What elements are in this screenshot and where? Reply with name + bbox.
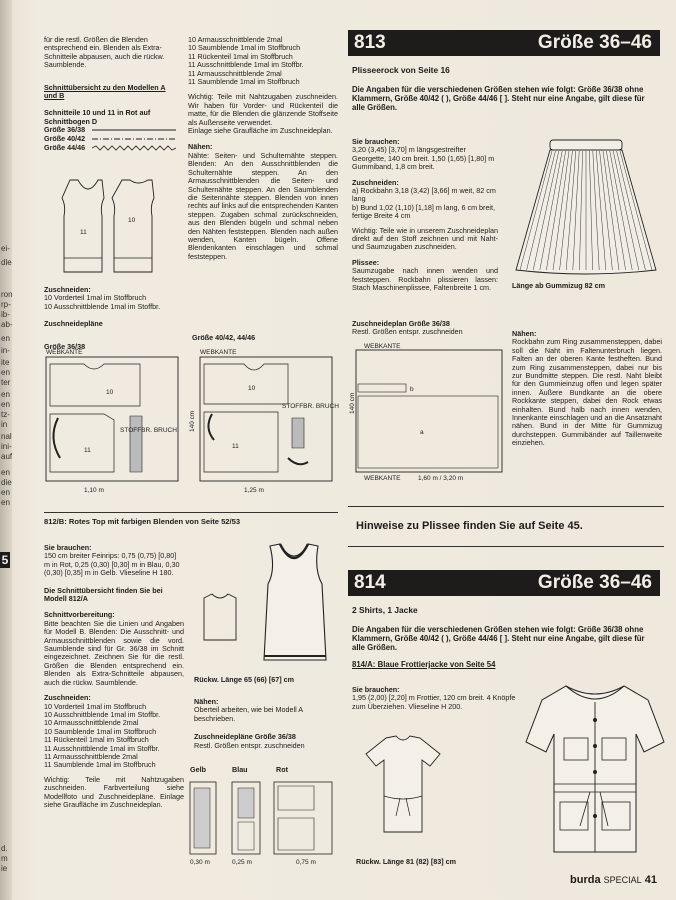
- intro-text: für die restl. Größen die Blenden entsprechend ein. Blenden als Extra-Schnitteile abpausen, auch die rückw. Saumblende.: [44, 35, 165, 70]
- m813-need-text: 3,20 (3,45) [3,70] m längsgestreifter Georgette, 140 cm breit. 1,50 (1,65) [1,80] m Gummiband, 1,8 cm breit.: [352, 145, 495, 172]
- mid-sewing-heading: Nähen:: [188, 142, 213, 152]
- size-line-legend: [92, 126, 178, 154]
- header-813-size: Größe 36–46: [537, 32, 652, 53]
- edge-fragment: in-: [1, 346, 10, 355]
- 812b-cut-5: 11 Rückenteil 1mal im Stoffbruch: [44, 735, 149, 745]
- m813-webkante-bottom: WEBKANTE: [364, 475, 401, 482]
- edge-fragment: ter: [1, 378, 11, 387]
- m813-plan-sub: Restl. Größen entspr. zuschneiden: [352, 327, 463, 337]
- m813-left: [352, 138, 498, 293]
- plan1-stoffbruch: STOFFBR. BRUCH: [120, 427, 177, 434]
- edge-fragment: en: [1, 498, 10, 507]
- m814-sub-title: 814/A: Blaue Frottierjacke von Seite 54: [352, 660, 496, 669]
- 812b-overview: Die Schnittübersicht finden Sie bei Modell 812/A: [44, 585, 163, 604]
- 812b-sew-block: [194, 698, 340, 750]
- plan2-webkante-label: WEBKANTE: [200, 349, 237, 356]
- edge-fragment: en: [1, 334, 10, 343]
- mid-list-1: 10 Armausschnittblende 2mal: [188, 35, 283, 44]
- edge-fragment: dle: [1, 258, 12, 267]
- color-cutting-plans: [188, 776, 338, 876]
- edge-fragment: in: [1, 420, 8, 429]
- m814-intro: [352, 606, 658, 669]
- size-legend: [44, 126, 178, 156]
- plan1-webkante-label: WEBKANTE: [46, 349, 83, 356]
- color-gelb: Gelb: [190, 765, 206, 774]
- header-813: [348, 30, 660, 56]
- edge-fragment: nal: [1, 432, 12, 441]
- plan-blau-width: 0,25 m: [232, 859, 252, 866]
- plan-rot-width: 0,75 m: [296, 859, 316, 866]
- plans-heading: Zuschneidepläne: [44, 319, 103, 329]
- plan2-height: 140 cm: [189, 410, 196, 432]
- mid-important: Wichtig: Teile mit Nahtzugaben zuschneiden. Wir haben für Vorder- und Rückenteil die matte, für die Blenden die glänzende Stoffseite als Außenseite verwendet.: [188, 92, 338, 127]
- edge-fragment: en: [1, 368, 10, 377]
- m813-plan-height: 140 cm: [349, 392, 356, 414]
- size-40-42: Größe 40/42: [44, 134, 86, 144]
- mid-list-3: 11 Rückenteil 1mal im Stoffbruch: [188, 51, 293, 61]
- footer-brand: burda: [570, 874, 601, 886]
- mid-list-6: 11 Saumblende 1mal im Stoffbruch: [188, 77, 300, 87]
- edge-fragment: d.: [1, 844, 8, 853]
- cutting-heading: Zuschneiden:: [44, 285, 91, 294]
- edge-fragment: en: [1, 468, 10, 477]
- color-blau: Blau: [232, 765, 248, 774]
- section-812b-title: 812/B: Rotes Top mit farbigen Blenden von Seite 52/53: [44, 517, 241, 526]
- 812b-prep-text: Bitte beachten Sie die Linien und Angaben für Modell B. Blenden: Die Ausschnitt- und Armausschnittblenden sowie die vord. Saumblende sind für Gr. 36/38 im Schnitt eingezeichnet. Zeichnen Sie für die restl. Größen die Blenden entsprechend ein. Blenden als Extra-Schnitteile abpausen, auch die rückw. Saumblende.: [44, 618, 184, 687]
- m813-pleat-text: Saumzugabe nach innen wenden und feststeppen. Rockbahn plissieren lassen: Stach Maschinenplissee, Faltenbreite 1 cm.: [352, 266, 498, 293]
- edge-marker: 5: [1, 553, 9, 567]
- middle-top-column: [188, 36, 338, 261]
- divider-814: [348, 546, 664, 547]
- footer-special: SPECIAL: [603, 875, 642, 885]
- edge-fragment: die: [1, 478, 12, 487]
- 812b-sew-text: Oberteil arbeiten, wie bei Modell A beschrieben.: [194, 705, 303, 723]
- jacket-sketch: [520, 676, 670, 866]
- 812b-important: Wichtig: Teile mit Nahtzugaben zuschneiden. Farbverteilung siehe Modellfoto und Zuschneidepläne. Einlage siehe Graufläche im Zuschneideplan.: [44, 774, 184, 809]
- cutting-line-1: 10 Vorderteil 1mal im Stoffbruch: [44, 293, 147, 303]
- m813-cutting-plan: [350, 340, 506, 482]
- 812b-cut-4: 10 Saumblende 1mal im Stoffbruch: [44, 726, 157, 736]
- m813-plan-width: 1,60 m / 3,20 m: [418, 475, 464, 482]
- 812b-cut-8: 11 Saumblende 1mal im Stoffbruch: [44, 760, 156, 770]
- header-814-number: 814: [354, 572, 386, 593]
- svg-text:a: a: [420, 429, 424, 436]
- cutting-line-2: 10 Ausschnittblende 1mal im Stoffbr.: [44, 301, 161, 311]
- plan2-piece-11: 11: [232, 443, 239, 450]
- section-812b-left: [44, 544, 184, 809]
- mid-list-5: 11 Armausschnittblende 2mal: [188, 68, 282, 78]
- previous-page-edge: [0, 0, 20, 900]
- edge-fragment: ib-: [1, 310, 10, 319]
- shirt-sketch: [356, 732, 450, 856]
- edge-fragment: ie: [1, 864, 8, 873]
- 812b-sew-heading: Nähen:: [194, 697, 219, 706]
- pleat-hint: Hinweise zu Plissee finden Sie auf Seite 45.: [356, 520, 583, 532]
- m814-title: 2 Shirts, 1 Jacke: [352, 605, 418, 615]
- plan2-width: 1,25 m: [244, 487, 264, 494]
- plan-1-title: Größe 36/38: [44, 341, 86, 351]
- header-814: [348, 570, 660, 596]
- edge-fragment: ei-: [1, 244, 10, 253]
- m813-important: Wichtig: Teile wie in unserem Zuschneideplan direkt auf den Stoff zeichnen und mit Naht- und Saumzugaben zuschneiden.: [352, 225, 498, 252]
- plan2-piece-10: 10: [248, 385, 256, 392]
- piece-10-label: 10: [128, 217, 136, 224]
- 812b-plans-heading: Zuschneidepläne Größe 36/38: [194, 732, 296, 742]
- m814-sizes-note: Die Angaben für die verschiedenen Größen stehen wie folgt: Größe 36/38 ohne Klammern, Größe 40/42 ( ), Größe 44/46 [ ]. Steht nur eine Angabe, gilt diese für alle Größen.: [352, 625, 645, 652]
- m813-sew-heading: Nähen:: [512, 329, 537, 338]
- edge-fragment: en: [1, 400, 10, 409]
- 812b-cut-1: 10 Vorderteil 1mal im Stoffbruch: [44, 701, 147, 711]
- cutting-plan-40-46: [188, 348, 338, 496]
- piece-11-label: 11: [80, 229, 87, 236]
- left-cutting: [44, 286, 184, 351]
- size-44-46: Größe 44/46: [44, 143, 86, 153]
- plan2-stoffbruch: STOFFBR. BRUCH: [282, 403, 339, 410]
- edge-fragment: ron: [1, 290, 13, 299]
- parts-heading: Schnitteile 10 und 11 in Rot auf Schnittbogen D: [44, 108, 151, 126]
- mid-sewing-text: Nähte: Seiten- und Schulternähte steppen. Blenden: An den Ausschnittblenden die Schulternähte steppen. An den Armausschnittblenden die Seiten- und Schulternähte steppen. An den Saumblenden die Seitennähte steppen. Blenden von innen rechts auf links auf die entsprechenden Kanten steppen. Zugaben schmal zurückschneiden, aus den Blenden bügeln und schmal neben den Nähten feststeppen. Blenden nach außen wenden, Kanten bügeln. Offene Blendenkanten einschlagen und schmal feststeppen.: [188, 150, 338, 261]
- mid-list-2: 10 Saumblende 1mal im Stoffbruch: [188, 43, 301, 53]
- edge-fragment: m: [1, 854, 8, 863]
- 812b-plans-sub: Restl. Größen entspr. zuschneiden: [194, 740, 305, 750]
- page-footer: [570, 874, 657, 886]
- edge-fragment: ab-: [1, 320, 13, 329]
- 812b-cut-3: 10 Armausschnittblende 2mal: [44, 718, 139, 728]
- 812b-back-length: Rückw. Länge 65 (66) [67] cm: [194, 675, 294, 684]
- m813-plan-title-block: [352, 320, 512, 337]
- m814-back-length: Rückw. Länge 81 (82) [83] cm: [356, 857, 456, 866]
- edge-fragment: tz-: [1, 410, 10, 419]
- m813-cut-b: b) Bund 1,02 (1,10) [1,18] m lang, 6 cm breit, fertige Breite 4 cm: [352, 202, 496, 221]
- pattern-overview-sketch: [56, 172, 166, 284]
- plan-2-title: Größe 40/42, 44/46: [192, 333, 256, 342]
- plan1-piece-11: 11: [84, 447, 91, 454]
- top-sketch: [194, 540, 340, 668]
- 812b-cut-7: 11 Armausschnittblende 2mal: [44, 751, 138, 761]
- overview-heading: Schnittübersicht zu den Modellen A und B: [44, 82, 166, 101]
- 812b-prep-heading: Schnittvorbereitung:: [44, 610, 115, 620]
- m813-sizes-note: Die Angaben für die verschiedenen Größen stehen wie folgt: Größe 36/38 ohne Klammern, Größe 40/42 ( ), Größe 44/46 [ ]. Steht nur eine Angabe, gilt diese für alle Größen.: [352, 85, 645, 112]
- edge-fragment: rp-: [1, 300, 11, 309]
- m814-need-text: 1,95 (2,00) [2,20] m Frottier, 120 cm breit. 4 Knöpfe zum Überziehen. Vlieseline H 200.: [352, 693, 516, 711]
- m813-cut-a: a) Rockbahn 3,18 (3,42) [3,66] m weit, 82 cm lang: [352, 186, 496, 204]
- left-column: [44, 36, 178, 156]
- cutting-plan-36-38: [44, 348, 184, 496]
- m814-need-heading: Sie brauchen:: [352, 685, 400, 694]
- divider-812b: [44, 512, 338, 513]
- divider-hint: [348, 506, 664, 507]
- plan-gelb-width: 0,30 m: [190, 859, 210, 866]
- m813-need-heading: Sie brauchen:: [352, 137, 400, 146]
- footer-page-number: 41: [644, 874, 657, 886]
- m813-length: Länge ab Gummizug 82 cm: [512, 281, 606, 290]
- edge-fragment: en: [1, 488, 10, 497]
- m813-pleat-heading: Plissee:: [352, 257, 380, 267]
- m813-webkante-top: WEBKANTE: [364, 343, 401, 350]
- 812b-cut-6: 11 Ausschnittblende 1mal im Stoffbr.: [44, 743, 160, 753]
- header-813-number: 813: [354, 32, 386, 53]
- 812b-cut-heading: Zuschneiden:: [44, 693, 91, 703]
- m813-cut-heading: Zuschneiden:: [352, 177, 399, 187]
- edge-fragment: auf: [1, 452, 13, 461]
- m814-need: [352, 686, 518, 711]
- edge-fragment: ini-: [1, 442, 12, 451]
- header-814-size: Größe 36–46: [537, 572, 652, 593]
- m813-sew-text: Rockbahn zum Ring zusammensteppen, dabei soll die Naht im Faltenunterbruch liegen. Falten an der oberen Kante festheften. Bund zum Ring zusammensteppen, dabei nur bis zur Bundmitte steppen. Die restl. Naht bleibt für den Gummieinzug offen und legen später innen. Äußere Bundkante an die obere Rockkante steppen, dabei den Rock etwas einhalten. Bund halb nach innen wenden, Innenkante einschlagen und an die Ansatznaht nähen. Bund in der Mitte für Gummizug durchsteppen. Gummibänder auf Taillenweite einziehen.: [512, 337, 662, 448]
- 812b-need-text: 150 cm breiter Feinrips: 0,75 (0,75) [0,80] m in Rot, 0,25 (0,30) [0,30] m in Blau, 0,30 (0,30) [0,35] m in Gelb. Vlieseline H 180.: [44, 551, 180, 578]
- m813-plan-title: Zuschneideplan Größe 36/38: [352, 319, 450, 328]
- plan1-width: 1,10 m: [84, 487, 104, 494]
- m813-right: [512, 296, 662, 448]
- mid-einlage: Einlage siehe Graufläche im Zuschneideplan.: [188, 126, 333, 136]
- 812b-cut-2: 10 Ausschnittblende 1mal im Stoffbr.: [44, 709, 161, 719]
- m813-title: Plisseerock von Seite 16: [352, 65, 450, 75]
- plan1-piece-10: 10: [106, 389, 114, 396]
- color-rot: Rot: [276, 765, 288, 774]
- mid-list-4: 11 Ausschnittblende 1mal im Stoffbr.: [188, 60, 304, 70]
- svg-text:b: b: [410, 386, 414, 393]
- m813-intro: [352, 66, 658, 112]
- edge-fragment: ite: [1, 358, 10, 367]
- edge-fragment: en: [1, 390, 10, 399]
- pleated-skirt-sketch: [508, 136, 664, 280]
- size-36-38: Größe 36/38: [44, 125, 86, 135]
- 812b-need-heading: Sie brauchen:: [44, 543, 92, 552]
